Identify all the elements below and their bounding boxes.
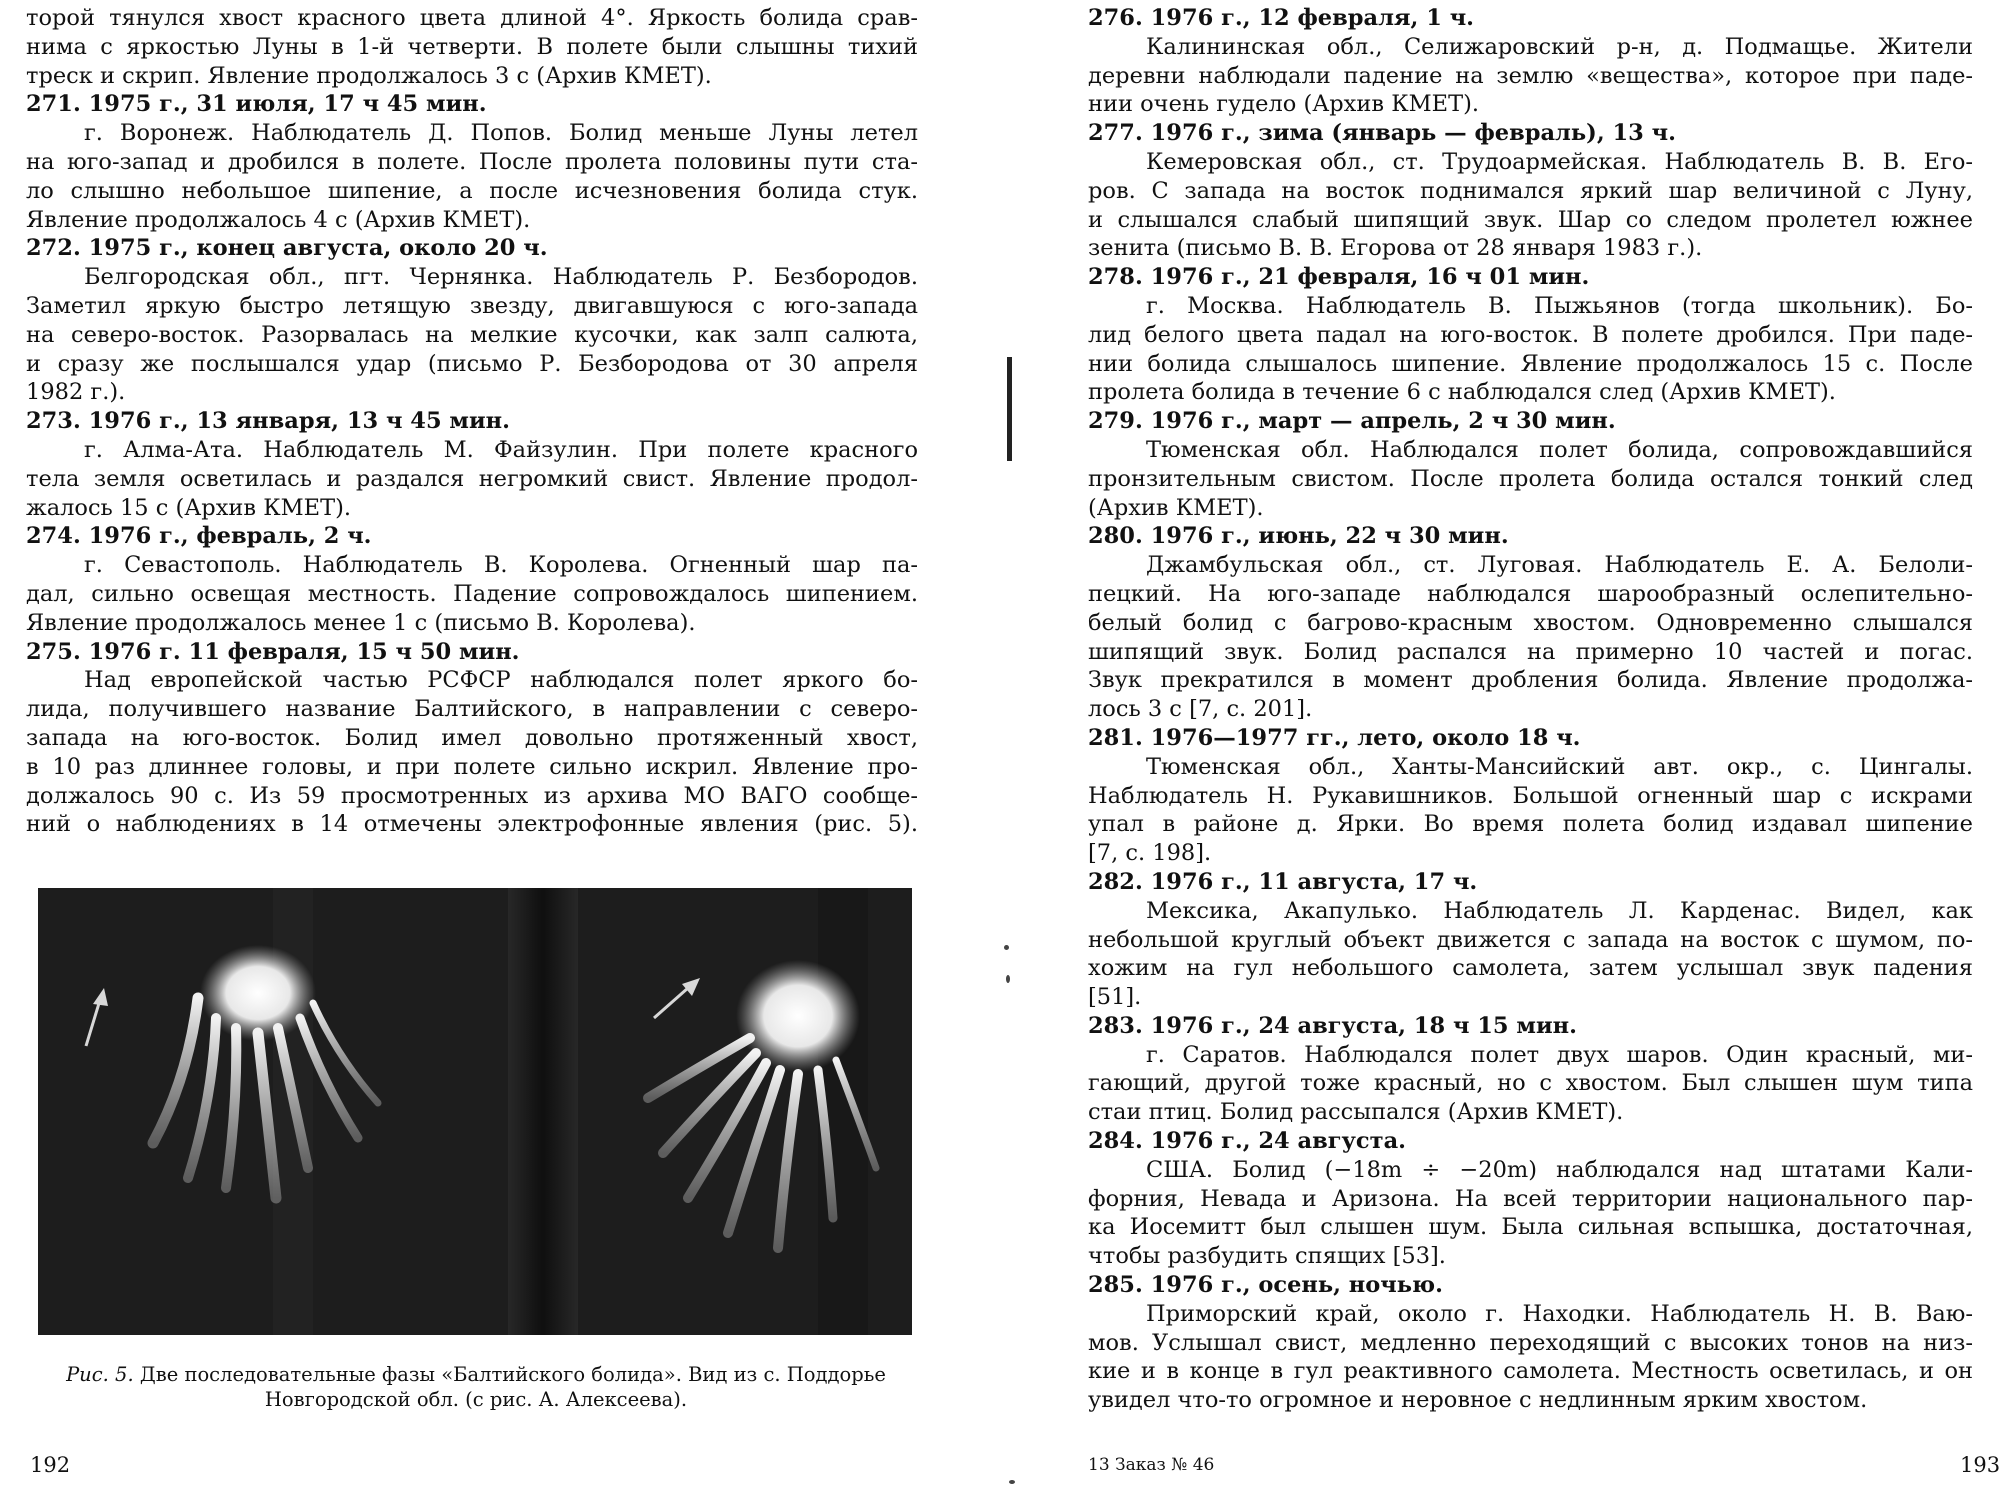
text-line: на северо-восток. Разорвалась на мелкие кусочки, как залп салюта, (26, 321, 918, 348)
text-line: (Архив КМЕТ). (1088, 494, 1264, 521)
entry-heading: 281. 1976—1977 гг., лето, около 18 ч. (1088, 724, 1581, 751)
text-line: упал в районе д. Ярки. Во время полета болид издавал шипение (1088, 811, 1973, 838)
left-page (0, 0, 960, 1492)
entry-heading: 282. 1976 г., 11 августа, 17 ч. (1088, 868, 1478, 895)
text-line: Явление продолжалось менее 1 с (письмо В. Королева). (26, 609, 696, 636)
text-line: торой тянулся хвост красного цвета длиной 4°. Яркость болида срав- (26, 5, 918, 31)
text-line: лида, получившего название Балтийского, в направлении с северо- (26, 696, 918, 723)
text-line: чтобы разбудить спящих [53]. (1088, 1243, 1446, 1270)
text-line: дал, сильно освещая местность. Падение сопровождалось шипением. (26, 580, 918, 607)
text-line: увидел что-то огромное и неровное с недлинным ярким хвостом. (1088, 1387, 1868, 1414)
text-line: Явление продолжалось 4 с (Архив КМЕТ). (26, 206, 531, 233)
caption-label: Рис. 5. (66, 1363, 134, 1386)
scan-artifact (1007, 357, 1012, 461)
entry-heading: 275. 1976 г. 11 февраля, 15 ч 50 мин. (26, 638, 520, 665)
entry-heading: 285. 1976 г., осень, ночью. (1088, 1272, 1443, 1299)
page-number-left: 192 (30, 1453, 71, 1477)
entry-heading: 280. 1976 г., июнь, 22 ч 30 мин. (1088, 523, 1509, 550)
text-line: лид белого цвета падал на юго-восток. В полете дробился. При паде- (1088, 321, 1973, 348)
text-line: хожим на гул небольшого самолета, затем услышал звук падения (1088, 955, 1973, 982)
text-line: ний о наблюдениях в 14 отмечены электрофонные явления (рис. 5). (26, 811, 918, 838)
text-line: нии болида слышалось шипение. Явление продолжалось 15 с. После (1088, 350, 1973, 377)
entry-heading: 284. 1976 г., 24 августа. (1088, 1128, 1406, 1155)
bolide-drawing (38, 888, 912, 1335)
text-line: Кемеровская обл., ст. Трудоармейская. Наблюдатель В. В. Его- (1146, 148, 1973, 175)
text-line: Калининская обл., Селижаровский р-н, д. Подмащье. Жители (1146, 33, 1973, 60)
page-number-right: 193 (1960, 1453, 2000, 1477)
text-line: мов. Услышал свист, медленно переходящий с высоких тонов на низ- (1088, 1329, 1973, 1356)
entry-heading: 277. 1976 г., зима (январь — февраль), 13 ч. (1088, 120, 1676, 147)
text-line: кие и в конце в гул реактивного самолета. Местность осветилась, и он (1088, 1358, 1973, 1385)
text-line: стаи птиц. Болид рассыпался (Архив КМЕТ). (1088, 1099, 1624, 1126)
text-line: зенита (письмо В. В. Егорова от 28 января 1983 г.). (1088, 235, 1703, 262)
entry-heading: 274. 1976 г., февраль, 2 ч. (26, 523, 372, 550)
text-line: пронзительным свистом. После пролета болида остался тонкий след (1088, 465, 1973, 492)
text-line: ров. С запада на восток поднимался яркий шар величиной с Луну, (1088, 177, 1973, 204)
text-line: пецкий. На юго-западе наблюдался шарообразный ослепительно- (1088, 580, 1973, 607)
text-line: в 10 раз длиннее головы, и при полете сильно искрил. Явление про- (26, 753, 918, 780)
text-line: небольшой круглый объект движется с запада на восток с шумом, по- (1088, 926, 1973, 953)
entry-heading: 279. 1976 г., март — апрель, 2 ч 30 мин. (1088, 408, 1616, 435)
text-line: и сразу же послышался удар (письмо Р. Безбородова от 30 апреля (26, 350, 918, 377)
text-line: треск и скрип. Явление продолжалось 3 с (Архив КМЕТ). (26, 62, 712, 89)
text-line: гающий, другой тоже красный, но с хвостом. Был слышен шум типа (1088, 1070, 1973, 1097)
text-line: деревни наблюдали падение на землю «вещества», которое при паде- (1088, 62, 1973, 89)
caption-line-1 (30, 1362, 922, 1387)
scan-artifact (1006, 975, 1010, 983)
text-line: Тюменская обл., Ханты-Мансийский авт. окр., с. Цингалы. (1146, 753, 1973, 780)
text-line: Над европейской частью РСФСР наблюдался полет яркого бо- (84, 667, 918, 694)
right-page-text (1088, 4, 1973, 1415)
text-line: [7, с. 198]. (1088, 840, 1212, 867)
text-line: Мексика, Акапулько. Наблюдатель Л. Карденас. Видел, как (1146, 897, 1973, 924)
text-line: жалось 15 с (Архив КМЕТ). (26, 494, 352, 521)
text-line: белый болид с багрово-красным хвостом. Одновременно слышался (1088, 609, 1973, 636)
text-line: пролета болида в течение 6 с наблюдался след (Архив КМЕТ). (1088, 379, 1836, 406)
text-line: запада на юго-восток. Болид имел довольно протяженный хвост, (26, 724, 918, 751)
scan-artifact (1009, 1480, 1015, 1484)
entry-heading: 276. 1976 г., 12 февраля, 1 ч. (1088, 5, 1475, 31)
text-line: нима с яркостью Луны в 1-й четверти. В полете были слышны тихий (26, 33, 918, 60)
text-line: Белгородская обл., пгт. Чернянка. Наблюдатель Р. Безбородов. (84, 264, 918, 291)
text-line: на юго-запад и дробился в полете. После пролета половины пути ста- (26, 148, 918, 175)
text-line: должалось 90 с. Из 59 просмотренных из архива МО ВАГО сообще- (26, 782, 918, 809)
printer-signature: 13 Заказ № 46 (1088, 1455, 1215, 1475)
entry-heading: 278. 1976 г., 21 февраля, 16 ч 01 мин. (1088, 264, 1590, 291)
text-line: тела земля осветилась и раздался негромкий свист. Явление продол- (26, 465, 918, 492)
text-line: шипящий звук. Болид распался на примерно 10 частей и погас. (1088, 638, 1973, 665)
left-page-text (26, 4, 918, 839)
text-line: и слышался слабый шипящий звук. Шар со следом пролетел южнее (1088, 206, 1973, 233)
caption-text: Две последовательные фазы «Балтийского болида». Вид из с. Поддорье (139, 1363, 886, 1386)
scan-artifact (1004, 945, 1009, 950)
text-line: Тюменская обл. Наблюдался полет болида, сопровождавшийся (1146, 436, 1973, 463)
text-line: г. Москва. Наблюдатель В. Пыжьянов (тогда школьник). Бо- (1146, 292, 1973, 319)
text-line: Звук прекратился в момент дробления болида. Явление продолжа- (1088, 667, 1973, 694)
bolide-figure (38, 888, 912, 1335)
text-line: г. Воронеж. Наблюдатель Д. Попов. Болид меньше Луны летел (84, 120, 918, 147)
text-line: 1982 г.). (26, 379, 126, 406)
entry-heading: 271. 1975 г., 31 июля, 17 ч 45 мин. (26, 91, 487, 118)
text-line: Приморский край, около г. Находки. Наблюдатель Н. В. Ваю- (1146, 1300, 1973, 1327)
caption-line-2: Новгородской обл. (с рис. А. Алексеева). (264, 1388, 688, 1411)
text-line: Заметил яркую быстро летящую звезду, двигавшуюся с юго-запада (26, 292, 918, 319)
text-line: г. Саратов. Наблюдался полет двух шаров. Один красный, ми- (1146, 1041, 1973, 1068)
text-line: форния, Невада и Аризона. На всей территории национального пар- (1088, 1185, 1973, 1212)
text-line: г. Севастополь. Наблюдатель В. Королева. Огненный шар па- (84, 552, 918, 579)
text-line: лось 3 с [7, с. 201]. (1088, 696, 1313, 723)
text-line: ло слышно небольшое шипение, а после исчезновения болида стук. (26, 177, 918, 204)
text-line: ка Иосемитт был слышен шум. Была сильная вспышка, достаточная, (1088, 1214, 1973, 1241)
entry-heading: 283. 1976 г., 24 августа, 18 ч 15 мин. (1088, 1012, 1577, 1039)
right-page (1070, 0, 2000, 1492)
text-line: США. Болид (−18m ÷ −20m) наблюдался над штатами Кали- (1146, 1156, 1973, 1183)
text-line: Наблюдатель Н. Рукавишников. Большой огненный шар с искрами (1088, 782, 1973, 809)
entry-heading: 272. 1975 г., конец августа, около 20 ч. (26, 235, 548, 262)
entry-heading: 273. 1976 г., 13 января, 13 ч 45 мин. (26, 408, 510, 435)
text-line: Джамбульская обл., ст. Луговая. Наблюдатель Е. А. Белоли- (1146, 552, 1973, 579)
text-line: г. Алма-Ата. Наблюдатель М. Файзулин. При полете красного (84, 436, 918, 463)
figure-caption (30, 1362, 922, 1412)
text-line: [51]. (1088, 984, 1142, 1011)
text-line: нии очень гудело (Архив КМЕТ). (1088, 91, 1480, 118)
